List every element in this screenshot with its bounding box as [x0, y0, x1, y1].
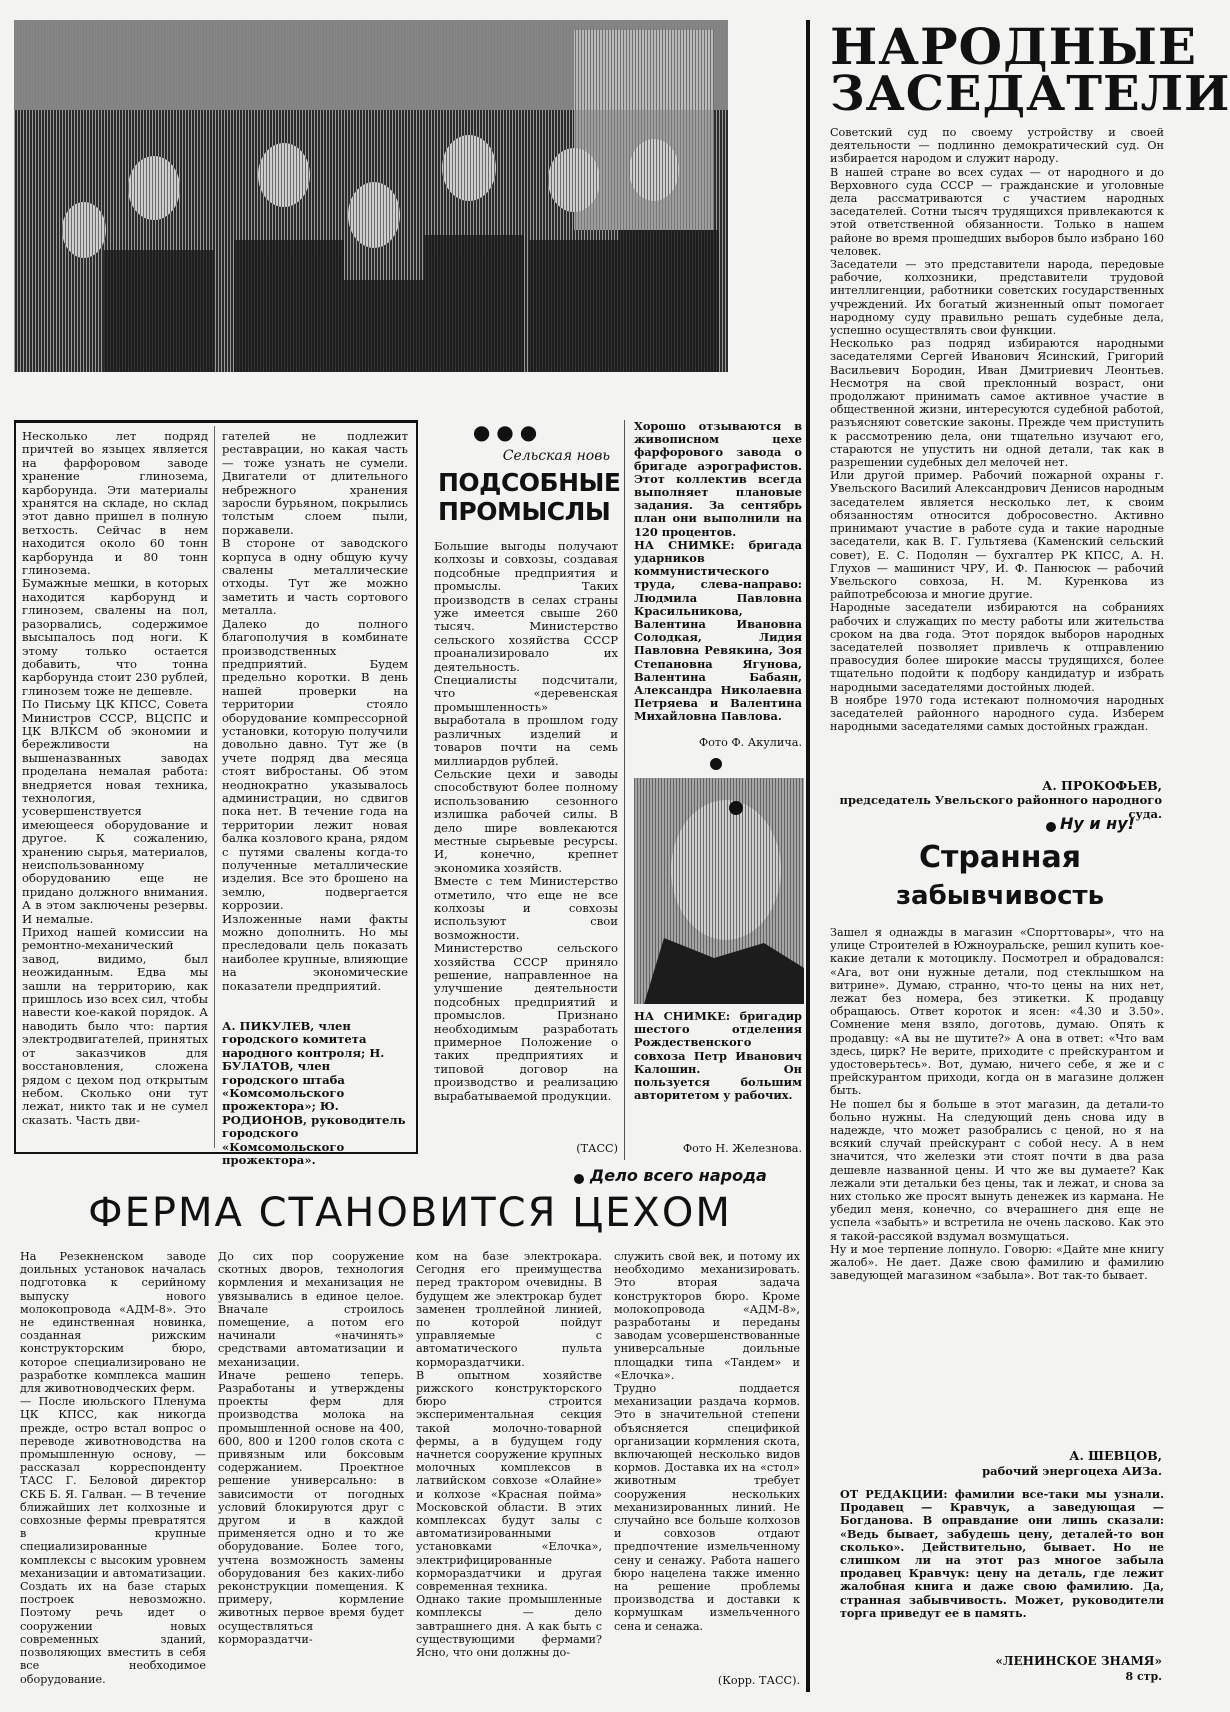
group-photo-image: [14, 20, 728, 372]
left-box-top-rule: [14, 420, 418, 423]
newspaper-name: «ЛЕНИНСКОЕ ЗНАМЯ»: [995, 1654, 1162, 1668]
group-photo-credit: Фото Ф. Акулича.: [698, 736, 802, 749]
portrait-credit: Фото Н. Железнова.: [682, 1142, 802, 1155]
left-article-signature: А. ПИКУЛЕВ, член городского комитета народного контроля; Н. БУЛАТОВ, член городского штаба «Комсомольского прожектора»; Ю. РОДИОНОВ, руководитель городского «Комсомольского прожектора».: [222, 1019, 406, 1168]
section-dots: ●●●: [472, 420, 544, 444]
feuilleton-rubric: Ну и ну!: [1060, 814, 1135, 833]
group-photo: [14, 20, 728, 372]
middle-article-text: Большие выгоды получают колхозы и совхозы, создавая подсобные предприятия и промыслы. Таких производств в селах страны уже имеется свыше 260 тысяч. Министерство сельского хозяйства СССР проанализировало их деятельность. Специалисты подсчитали, что «деревенская промышленность» выработала в прошлом году различных изделий и товаров почти на семь миллиардов рублей. Сельские цехи и заводы способствуют более полному использованию сезонного излишка рабочей силы. В дело шире вовлекаются местные сырьевые ресурсы. И, конечно, крепнет экономика хозяйств. Вместе с тем Министерство отметило, что еще не все колхозы и совхозы используют свои возможности. Министерство сельского хозяйства СССР приняло решение, направленное на улучшение деятельности подсобных предприятий и промыслов. Признано необходимым разработать примерное Положение о таких предприятиях и типовой договор на производство и реализацию вырабатываемой продукции.: [434, 539, 618, 1103]
middle-article-credit: (ТАСС): [576, 1142, 618, 1155]
middle-rubric: Сельская новь: [502, 448, 610, 464]
portrait-photo: [634, 778, 804, 1004]
bottom-headline: ФЕРМА СТАНОВИТСЯ ЦЕХОМ: [88, 1190, 732, 1236]
right-headline-line1: НАРОДНЫЕ: [830, 17, 1198, 76]
right-article-signature-name: А. ПРОКОФЬЕВ,: [1042, 778, 1162, 793]
middle-headline: ПОДСОБНЫЕ ПРОМЫСЛЫ: [438, 468, 621, 526]
feuilleton-headline-line2: забывчивость: [895, 881, 1105, 911]
feuilleton-rubric-bullet: [1046, 822, 1056, 832]
group-photo-caption: Хорошо отзываются в живописном цехе фарфорового завода о бригаде аэрографистов. Этот коллектив всегда выполняет плановые задания. За сентябрь план они выполнили на 120 процентов. НА СНИМКЕ: бригада ударников коммунистического труда, слева-направо: Людмила Павловна Красильникова, Валентина Ивановна Солодкая, Лидия Павловна Ревякина, Зоя Степановна Ягунова, Валентина Бабаян, Александра Николаевна Петряева и Валентина Михайловна Павлова.: [634, 419, 802, 724]
portrait-dot: [710, 758, 722, 770]
left-article-col1: Несколько лет подряд причтей во языцех является на фарфоровом заводе хранение глинозема, карборунда. Эти материалы хранятся на складе, но склад этот давно пришел в полную ветхость. Сейчас в нем находится около 60 тонн карборунда и 80 тонн глинозема. Бумажные мешки, в которых находится карборунд и глинозем, свалены на пол, разорвались, содержимое высыпалось под ноги. К этому только остается добавить, что тонна карборунда стоит 230 рублей, глинозем тоже не дешевле. По Письму ЦК КПСС, Совета Министров СССР, ВЦСПС и ЦК ВЛКСМ об экономии и бережливости на вышеназванных заводах проделана немалая работа: внедряется новая техника, технология, усовершенствуется имеющееся оборудование и другое. К сожалению, хранению сырья, материалов, неиспользованному оборудованию еще не придано должного внимания. А в этом заключены резервы. И немалые. Приход нашей комиссии на ремонтно-механический завод, видимо, был неожиданным. Едва мы зашли на территорию, как пришлось изо всех сил, чтобы навести кое-какой порядок. А наводить было что: партия электродвигателей, принятых от заказчиков для восстановления, сложена рядом с цехом под открытым небом. Сколько они тут лежат, никто так и не сумел сказать. Часть дви-: [22, 429, 208, 1127]
left-column-divider: [214, 426, 215, 1148]
right-headline-line2: ЗАСЕДАТЕЛИ: [830, 66, 1230, 122]
feuilleton-signature-role: рабочий энергоцеха АИЗа.: [982, 1464, 1162, 1478]
right-article-text: Советский суд по своему устройству и своей деятельности — подлинно демократический суд. Он избирается народом и служит народу. В нашей стране во всех судах — от народного и до Верховного суда СССР — гражданские и уголовные дела рассматриваются с участием народных заседателей. Сотни тысяч трудящихся привлекаются к этой ответственной обязанности. Только в нашем районе во время прошедших выборов было избрано 160 человек. Заседатели — это представители народа, передовые рабочие, колхозники, представители трудовой интеллигенции, работники советских государственных учреждений. Их богатый жизненный опыт помогает народному суду правильно решать судебные дела, успешно осуществлять свои функции. Несколько раз подряд избираются народными заседателями Сергей Иванович Ясинский, Григорий Васильевич Бородин, Иван Дмитриевич Леонтьев. Несмотря на свой преклонный возраст, они продолжают принимать самое активное участие в общественной жизни, интересуются судебной работой, разъясняют советские законы. Прежде чем приступить к рассмотрению дела, они тщательно изучают его, стараются не упустить ни одной детали, так как в разрешении судебных дел мелочей нет. Или другой пример. Рабочий пожарной охраны г. Увельского Василий Александрович Денисов народным заседателем является несколько лет, к своим обязанностям относится добросовестно. Активно принимают участие в работе суда и такие народные заседатели, как В. Г. Гультяева (Каменский сельский совет), Е. С. Подолян — бухгалтер РК КПСС, А. Н. Глухов — машинист ЧРУ, И. Ф. Панюсюк — рабочий Увельского совхоза, Н. М. Куренкова из райпотребсоюза и многие другие. Народные заседатели избираются на собраниях рабочих и служащих по месту работы или жительства сроком на два года. Этот порядок выборов народных заседателей позволяет привлечь к отправлению правосудия более широкие массы трудящихся, более тщательно подойти к подбору кандидатур и избрать народными заседателями достойных людей. В ноябре 1970 года истекают полномочия народных заседателей районного народного суда. Изберем народными заседателями самых достойных граждан.: [830, 126, 1164, 734]
center-column-divider: [624, 420, 625, 1160]
bottom-rubric: Дело всего народа: [590, 1166, 767, 1185]
portrait-caption: НА СНИМКЕ: бригадир шестого отделения Рождественского совхоза Петр Иванович Калошин. Он пользуется большим авторитетом у рабочих.: [634, 1009, 802, 1103]
bottom-article-col3: ком на базе электрокара. Сегодня его преимущества перед трактором очевидны. В будущем же электрокар будет заменен троллейной линией, по которой пойдут управляемые с автоматического пульта кормораздатчики. В опытном хозяйстве рижского конструкторского бюро строится экспериментальная секция такой молочно-товарной фермы, а в будущем году начнется сооружение крупных молочных комплексов в латвийском совхозе «Олайне» и колхозе «Красная пойма» Московской области. В этих комплексах будут залы с автоматизированными установками «Елочка», электрифицированные кормораздатчики и другая современная техника. Однако такие промышленные комплексы — дело завтрашнего дня. А как быть с существующими фермами? Ясно, что они должны до-: [416, 1250, 602, 1660]
portrait-image: [634, 778, 804, 1004]
bottom-article-col1: На Резекненском заводе доильных установок началась подготовка к серийному выпуску нового молокопровода «АДМ-8». Это не единственная новинка, созданная рижским конструкторским бюро, которое специализировано не разработке комплекса машин для животноводческих ферм. — После июльского Пленума ЦК КПСС, как никогда прежде, остро встал вопрос о переводе животноводства на промышленную основу, — рассказал корреспонденту ТАСС Г. Беловой директор СКБ Б. Я. Галван. — В течение ближайших лет колхозные и совхозные фермы превратятся в крупные специализированные комплексы с высоким уровнем механизации и автоматизации. Создать их на базе старых построек невозможно. Поэтому речь идет о сооружении новых современных зданий, позволяющих вместить в себя все необходимое оборудование.: [20, 1250, 207, 1686]
right-article-signature-role: председатель Увельского районного народного суда.: [839, 793, 1162, 821]
bottom-article-col4: служить свой век, и потому их необходимо механизировать. Это вторая задача конструкторов бюро. Кроме молокопровода «АДМ-8», разработаны и переданы заводам усовершенствованные универсальные доильные площадки типа «Тандем» и «Елочка». Трудно поддается механизации раздача кормов. Это в значительной степени объясняется спецификой организации кормления скота, включающей несколько видов кормов. Доставка их на «стол» животным требует сооружения нескольких механизированных линий. Не случайно все больше колхозов и совхозов отдают предпочтение измельченному сену и сенажу. Работа нашего бюро нацелена также именно на решение проблемы производства и доставки к кормушкам измельченного сена и сенажа.: [614, 1250, 800, 1633]
page-number: 8 стр.: [1125, 1670, 1162, 1683]
right-column-rule: [806, 20, 810, 1692]
left-article-col2: гателей не подлежит реставрации, но какая часть — тоже узнать не сумели. Двигатели от длительного небрежного хранения заросли бурьяном, покрылись толстым слоем пыли, поржавели. В стороне от заводского корпуса в одну общую кучу свалены металлические отходы. Тут же можно заметить и часть сортового металла. Далеко до полного благополучия в комбинате производственных предприятий. Будем предельно коротки. В день нашей проверки на территории стояло оборудование компрессорной установки, которую получили довольно давно. Тут же (в учете подряд два месяца стоят вибростаны. Об этом неоднократно указывалось администрации, но сдвигов пока нет. В течение года на территории лежит новая балка козлового крана, рядом с путями свалены когда-то полученные металлические изделия. Все это брошено на землю, подвергается коррозии. Изложенные нами факты можно дополнить. Но мы преследовали цель показать наиболее крупные, влияющие на экономические показатели предприятий.: [222, 429, 408, 993]
bottom-article-col2: До сих пор сооружение скотных дворов, технология кормления и механизация не увязывались в единое целое. Вначале строилось помещение, а потом его начинали «начинять» средствами автоматизации и механизации. Иначе решено теперь. Разработаны и утверждены проекты ферм для производства молока на промышленной основе на 400, 600, 800 и 1200 голов скота с привязным или боксовым содержанием. Проектное решение универсально: в зависимости от погодных условий блокируются друг с другом и в каждой применяется одно и то же оборудование. Более того, учтена возможность замены оборудования без каких-либо реконструкции помещения. К примеру, кормление животных первое время будет осуществляться кормораздатчи-: [218, 1250, 404, 1646]
feuilleton-headline-line1: Странная: [918, 840, 1082, 875]
feuilleton-signature-name: А. ШЕВЦОВ,: [1069, 1448, 1162, 1463]
bottom-article-credit: (Корр. ТАСС).: [717, 1674, 800, 1687]
editor-note: ОТ РЕДАКЦИИ: фамилии все-таки мы узнали. Продавец — Кравчук, а заведующая — Богданова. В оправдание они лишь сказали: «Ведь бывает, забудешь цену, деталей-то вон сколько». Действительно, бывает. Но не слишком ли на этот раз многое забыла продавец Кравчук: цену на деталь, где лежит жалобная книга и даже свою фамилию. Да, странная забывчивость. Может, руководители торга приведут ее в память.: [840, 1487, 1164, 1620]
bottom-rubric-bullet: [574, 1174, 584, 1184]
feuilleton-text: Зашел я однажды в магазин «Спорттовары», что на улице Строителей в Южноуральске, решил купить кое-какие детали к мотоциклу. Посмотрел и обрадовался: «Ага, вот они нужные детали, под стеклышком на витрине». Думаю, странно, что-то цены на них нет, лежат без номера, без этикетки. К продавцу обращаюсь. Ответ короток и ясен: «4.30 и 3.50». Сомнение меня взяло, доготовь, думаю. Опять к продавцу: «А вы не шутите?» А она в ответ: «Что вам здесь, цирк? Не верите, приходите с прейскурантом и удостоверьтесь». Вот, думаю, ничего себе, я же и с прейскурантом приходи, когда он в магазине должен быть. Не пошел бы я больше в этот магазин, да детали-то больно нужны. На следующий день снова иду в надежде, что может разобрались с ценой, но я на всякий случай прейскурант с собой несу. А в нем значится, что железки эти стоят почти в два раза дешевле названной цены. И что же вы думаете? Как лежали эти детальки без цены, так и лежат, и снова за них столько же просят вынуть денежек из кармана. Не убедил меня, конечно, со вчерашнего дня еще не успела «забыть» и встретила не очень ласково. Как это я такой-рассякой вздумал возмущаться. Ну и мое терпение лопнуло. Говорю: «Дайте мне книгу жалоб». Не дает. Даже свою фамилию и фамилию заведующей магазином «забыла». Вот так-то бывает.: [830, 926, 1164, 1283]
